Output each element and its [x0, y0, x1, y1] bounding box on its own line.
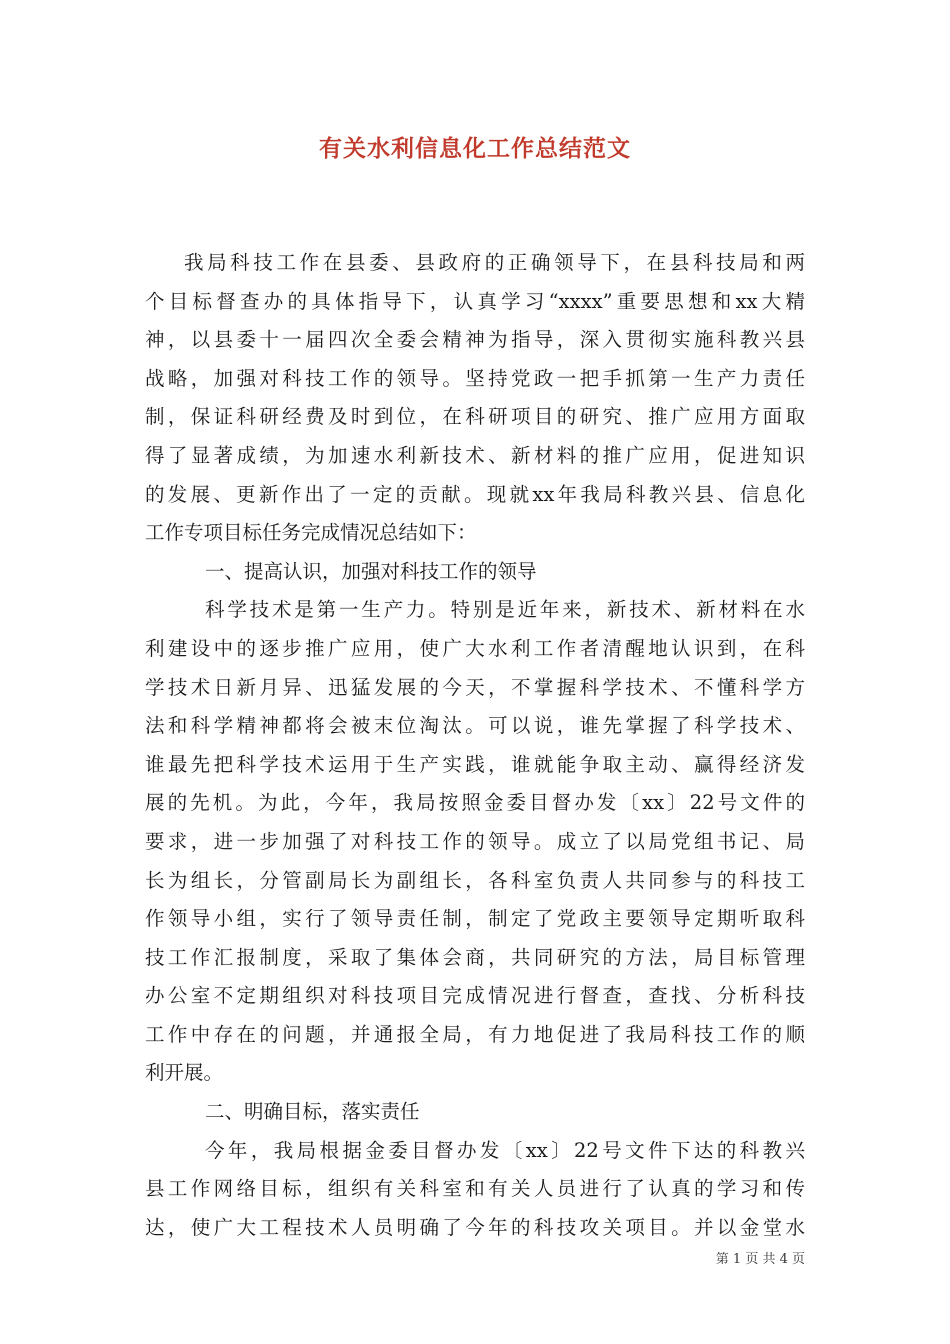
- paragraph-line: 利建设中的逐步推广应用，使广大水利工作者清醒地认识到，在科: [145, 636, 805, 660]
- paragraph-line: 利开展。: [145, 1061, 224, 1085]
- paragraph-line: 的发展、更新作出了一定的贡献。现就xx年我局科教兴县、信息化: [145, 482, 805, 506]
- paragraph-line: 个目标督查办的具体指导下，认真学习“xxxx”重要思想和xx大精: [145, 289, 805, 313]
- paragraph-line: 技工作汇报制度，采取了集体会商，共同研究的方法，局目标管理: [145, 945, 805, 969]
- page-number: 第 1 页 共 4 页: [715, 1252, 805, 1267]
- section-heading: 二、明确目标，落实责任: [205, 1100, 420, 1124]
- document-body: [145, 244, 805, 1247]
- paragraph-line: 我局科技工作在县委、县政府的正确领导下，在县科技局和两: [184, 251, 805, 274]
- paragraph-line: 战略，加强对科技工作的领导。坚持党政一把手抓第一生产力责任: [145, 366, 805, 390]
- paragraph-line: 学技术日新月异、迅猛发展的今天，不掌握科学技术、不懂科学方: [145, 675, 805, 699]
- paragraph-line: 达，使广大工程技术人员明确了今年的科技攻关项目。并以金堂水: [145, 1215, 805, 1239]
- paragraph-line: 今年，我局根据金委目督办发〔xx〕22号文件下达的科教兴: [205, 1138, 805, 1162]
- paragraph-line: 谁最先把科学技术运用于生产实践，谁就能争取主动、赢得经济发: [145, 752, 805, 776]
- paragraph-line: 要求，进一步加强了对科技工作的领导。成立了以局党组书记、局: [145, 829, 805, 853]
- paragraph-line: 科学技术是第一生产力。特别是近年来，新技术、新材料在水: [205, 598, 805, 622]
- document-title: 有关水利信息化工作总结范文: [319, 135, 631, 162]
- paragraph-line: 制，保证科研经费及时到位，在科研项目的研究、推广应用方面取: [145, 405, 805, 429]
- paragraph-line: 县工作网络目标，组织有关科室和有关人员进行了认真的学习和传: [145, 1177, 805, 1201]
- paragraph-line: 办公室不定期组织对科技项目完成情况进行督查，查找、分析科技: [145, 984, 805, 1008]
- paragraph-line: 神，以县委十一届四次全委会精神为指导，深入贯彻实施科教兴县: [145, 328, 805, 352]
- paragraph-line: 作领导小组，实行了领导责任制，制定了党政主要领导定期听取科: [145, 907, 805, 931]
- section-heading: 一、提高认识，加强对科技工作的领导: [205, 559, 537, 583]
- paragraph-line: 得了显著成绩，为加速水利新技术、新材料的推广应用，促进知识: [145, 443, 805, 467]
- paragraph-line: 工作中存在的问题，并通报全局，有力地促进了我局科技工作的顺: [145, 1022, 805, 1046]
- paragraph-line: 长为组长，分管副局长为副组长，各科室负责人共同参与的科技工: [145, 868, 805, 892]
- paragraph-line: 法和科学精神都将会被末位淘汰。可以说，谁先掌握了科学技术、: [145, 714, 805, 738]
- paragraph-line: 工作专项目标任务完成情况总结如下：: [145, 521, 477, 545]
- paragraph-line: 展的先机。为此，今年，我局按照金委目督办发〔xx〕22号文件的: [145, 791, 805, 815]
